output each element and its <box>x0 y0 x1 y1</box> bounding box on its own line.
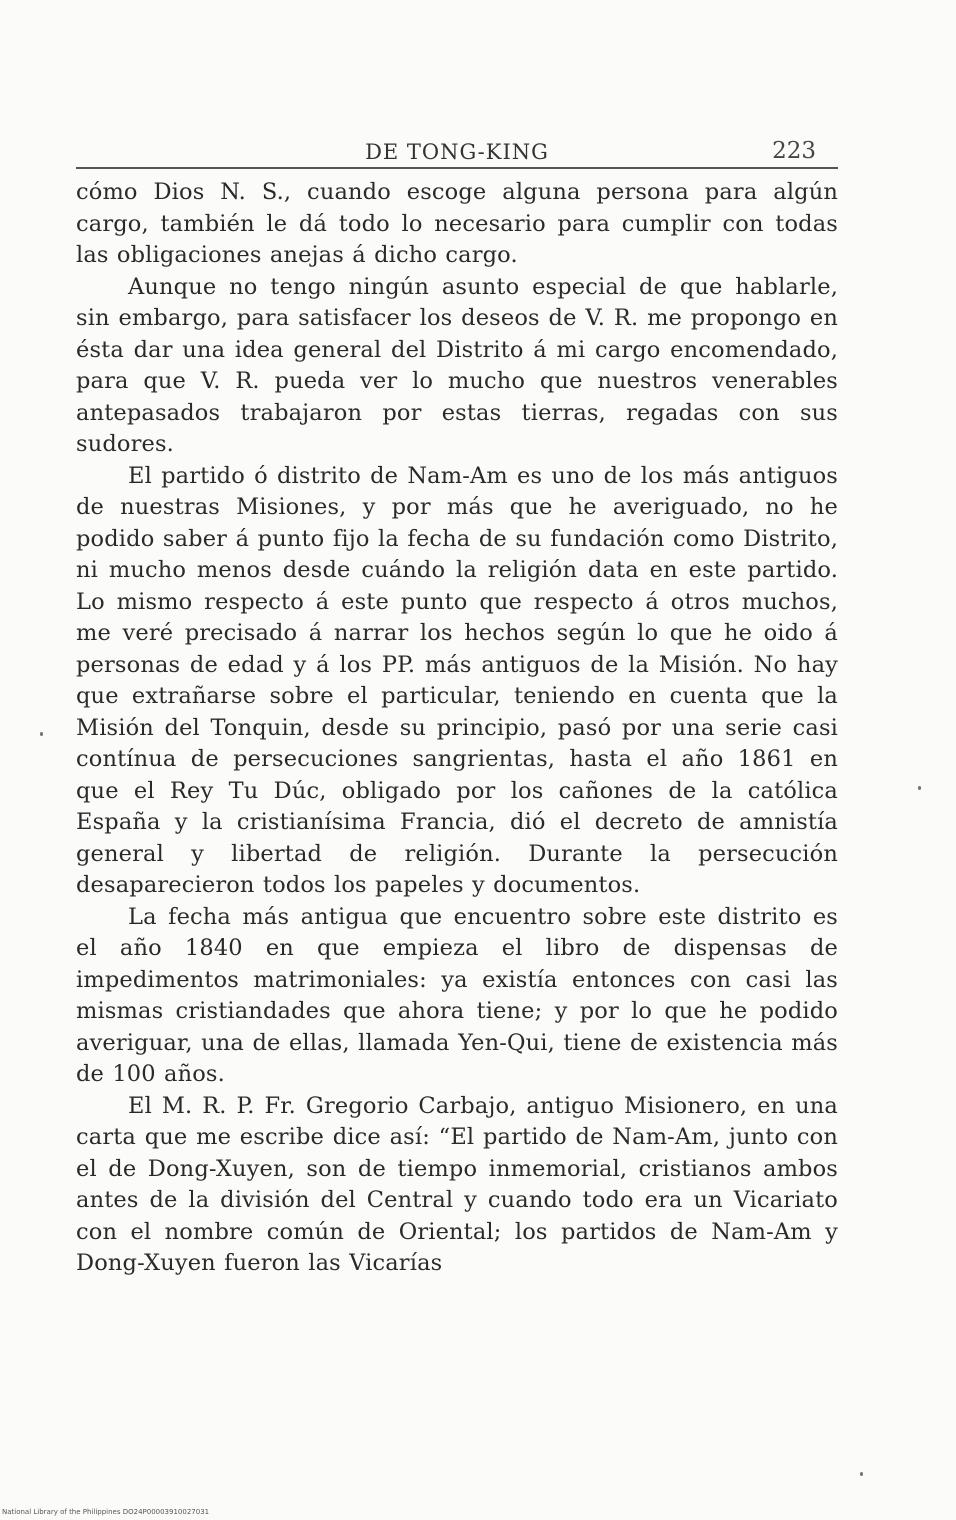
scan-speck <box>860 1472 863 1476</box>
paragraph-3: El partido ó distrito de Nam-Am es uno de los más antiguos de nuestras Misiones, y por más que he averiguado, no he podido saber á punto fijo la fecha de su fundación como Distrito, ni mucho menos desde cuándo la religión data en este partido. Lo mismo respecto á este punto que respecto á otros muchos, me veré precisado á narrar los hechos según lo que he oido á personas de edad y á los PP. más antiguos de la Misión. No hay que extrañarse sobre el particular, teniendo en cuenta que la Misión del Tonquin, desde su principio, pasó por una serie casi contínua de persecuciones sangrientas, hasta el año 1861 en que el Rey Tu Dúc, obligado por los cañones de la católica España y la cristianísima Francia, dió el decreto de amnistía general y libertad de religión. Durante la persecución desaparecieron todos los papeles y documentos. <box>76 462 838 898</box>
page-header <box>76 138 838 168</box>
page-number: 223 <box>772 138 816 164</box>
paragraph-5: El M. R. P. Fr. Gregorio Carbajo, antiguo Misionero, en una carta que me escribe dice así: “El partido de Nam-Am, junto con el de Dong-Xuyen, son de tiempo inmemorial, cristianos ambos antes de la división del Central y cuando todo era un Vicariato con el nombre común de Oriental; los partidos de Nam-Am y Dong-Xuyen fueron las Vicarías <box>76 1092 838 1276</box>
body-text <box>76 177 838 1280</box>
scan-speck <box>918 786 921 790</box>
scan-credit: National Library of the Philippines DO24P00003910027031 <box>2 1508 210 1516</box>
header-rule <box>76 167 838 169</box>
running-head: DE TONG-KING <box>365 140 549 164</box>
paragraph-1: cómo Dios N. S., cuando escoge alguna persona para algún cargo, también le dá todo lo necesario para cumplir con todas las obligaciones anejas á dicho cargo. <box>76 179 838 268</box>
scan-speck <box>40 732 43 736</box>
paragraph-4: La fecha más antigua que encuentro sobre este distrito es el año 1840 en que empieza el libro de dispensas de impedimentos matrimoniales: ya existía entonces con casi las mismas cristiandades que ahora tiene; y por lo que he podido averiguar, una de ellas, llamada Yen-Qui, tiene de existencia más de 100 años. <box>76 903 838 1087</box>
paragraph-2: Aunque no tengo ningún asunto especial de que hablarle, sin embargo, para satisfacer los deseos de V. R. me propongo en ésta dar una idea general del Distrito á mi cargo encomendado, para que V. R. pueda ver lo mucho que nuestros venerables antepasados trabajaron por estas tierras, regadas con sus sudores. <box>76 273 838 457</box>
